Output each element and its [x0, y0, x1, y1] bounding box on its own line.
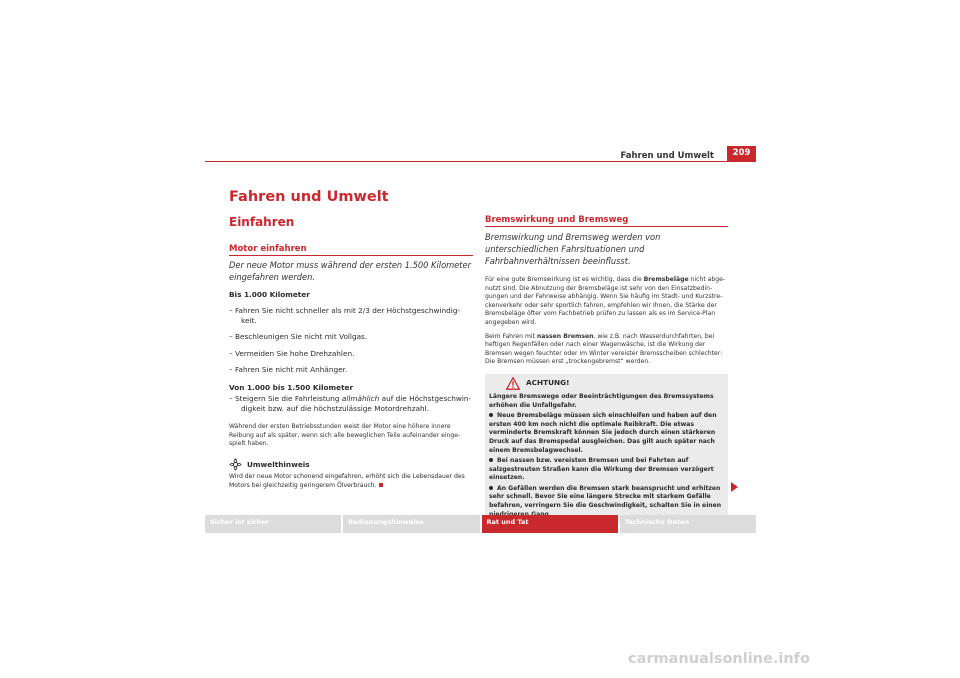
footer-tab-bedienung[interactable]: Bedienungshinweise: [343, 515, 479, 533]
watermark: carmanualsonline.info: [628, 651, 810, 667]
section-title: Einfahren: [229, 215, 295, 229]
list-item-emphasis: allmählich: [341, 393, 380, 403]
footer-nav: [205, 515, 756, 533]
bremswirkung-lead: Bremswirkung und Bremsweg werden von unterschiedlichen Fahrsituationen und Fahrbahnverhältnissen beeinflusst.: [485, 232, 661, 267]
header-rule: [205, 161, 756, 162]
motor-einfahren-lead: Der neue Motor muss während der ersten 1.500 Kilometer eingefahren werden.: [229, 260, 471, 283]
warning-triangle-icon: [506, 377, 520, 390]
part2-heading: Von 1.000 bis 1.500 Kilometer: [229, 382, 354, 392]
list-item: [229, 394, 473, 413]
footer-tab-sicher[interactable]: Sicher ist sicher: [205, 515, 341, 533]
brake-pads-paragraph: [485, 276, 728, 328]
end-marker-icon: [379, 483, 383, 487]
bremswirkung-heading: Bremswirkung und Bremsweg: [485, 215, 728, 227]
left-column: [229, 244, 473, 490]
list-item: – Fahren Sie nicht schneller als mit 2/3 der Höchstgeschwindigkeit.: [229, 306, 461, 325]
footer-tab-technische-daten[interactable]: Technische Daten: [620, 515, 756, 533]
chapter-title: Fahren und Umwelt: [229, 189, 389, 205]
environment-note-body: Wird der neue Motor schonend eingefahren, erhöht sich die Lebensdauer des Motors bei gleichzeitig geringerem Ölverbrauch.: [229, 472, 465, 489]
environment-note-title: Umwelthinweis: [247, 459, 310, 469]
page-number: 209: [727, 146, 756, 161]
bullet-icon: [489, 458, 493, 462]
warning-box: [485, 374, 728, 523]
warning-header: [506, 377, 723, 390]
paragraph-bold: nassen Bremsen: [536, 332, 594, 340]
paragraph-bold: Bremsbeläge: [643, 276, 689, 283]
paragraph-pre: Beim Fahren mit: [485, 332, 537, 340]
running-in-paragraph: Während der ersten Betriebsstunden weist der Motor eine höhere innere Reibung auf als später, wenn sich alle beweglichen Teile aufeinander eingespielt haben.: [229, 423, 461, 448]
bullet-icon: [489, 486, 493, 490]
paragraph-post: nicht abgenutzt sind. Die Abnutzung der Bremsbeläge ist sehr von den Einsatzbedingungen und der Fahrweise abhängig. Wenn Sie häufig im Stadt- und Kurzstreckenverkehr oder sehr sportlich fahren, empfehlen wir Ihnen, die Stärke der Bremsbeläge öfter vom Fachbetrieb prüfen zu lassen als es im Service-Plan angegeben wird.: [485, 276, 726, 326]
bullet-icon: [489, 413, 493, 417]
environment-note-text: [229, 473, 473, 490]
environment-icon: [229, 458, 242, 471]
continue-arrow-icon: [731, 482, 738, 492]
part1-heading: Bis 1.000 Kilometer: [229, 290, 310, 299]
list-item: – Fahren Sie nicht mit Anhänger.: [229, 365, 348, 375]
list-item-pre: – Steigern Sie die Fahrleistung: [229, 393, 342, 403]
paragraph-post: , wie z.B. nach Wasserdurchfahrten, bei heftigen Regenfällen oder nach einer Wagenwäsche, ist die Wirkung der Bremsen wegen feuchter oder im Winter vereister Bremsscheiben schlechter: Die Bremsen müssen erst „trockengebremst“ werden.: [485, 332, 723, 366]
warning-item: [489, 412, 723, 455]
header-title: Fahren und Umwelt: [620, 151, 714, 161]
list-item: – Vermeiden Sie hohe Drehzahlen.: [229, 348, 355, 358]
warning-item-text: Neue Bremsbeläge müssen sich einschleifen und haben auf den ersten 400 km noch nicht die optimale Reibkraft. Die etwas verminderte Bremskraft können Sie jedoch durch einen stärkeren Druck auf das Bremspedal ausgleichen. Das gilt auch später nach einem Bremsbelagwechsel.: [489, 412, 717, 454]
right-column: [485, 215, 728, 523]
warning-item-text: Bei nassen bzw. vereisten Bremsen und bei Fahrten auf salzgestreuten Straßen kann die Wirkung der Bremsen verzögert einsetzen.: [489, 457, 714, 482]
list-item-post: auf die Höchstgeschwindigkeit bzw. auf die höchstzulässige Motordrehzahl.: [241, 393, 472, 413]
paragraph-pre: Für eine gute Bremswirkung ist es wichtig, dass die: [485, 276, 644, 283]
environment-note-header: [229, 458, 473, 471]
motor-einfahren-heading: Motor einfahren: [229, 244, 473, 256]
footer-tab-rat-und-tat[interactable]: Rat und Tat: [482, 515, 618, 533]
warning-item: [489, 457, 723, 483]
warning-intro: Längere Bremswege oder Beeinträchtigungen des Bremssystems erhöhen die Unfallgefahr.: [489, 392, 714, 409]
wet-brakes-paragraph: [485, 333, 728, 367]
list-item: – Beschleunigen Sie nicht mit Vollgas.: [229, 332, 368, 342]
warning-title: ACHTUNG!: [526, 378, 570, 388]
warning-item-text: An Gefällen werden die Bremsen stark beansprucht und erhitzen sehr schnell. Bevor Sie eine längere Strecke mit starkem Gefälle befahren, verringern Sie die Geschwindigkeit, schalten Sie in einen: [489, 484, 722, 510]
